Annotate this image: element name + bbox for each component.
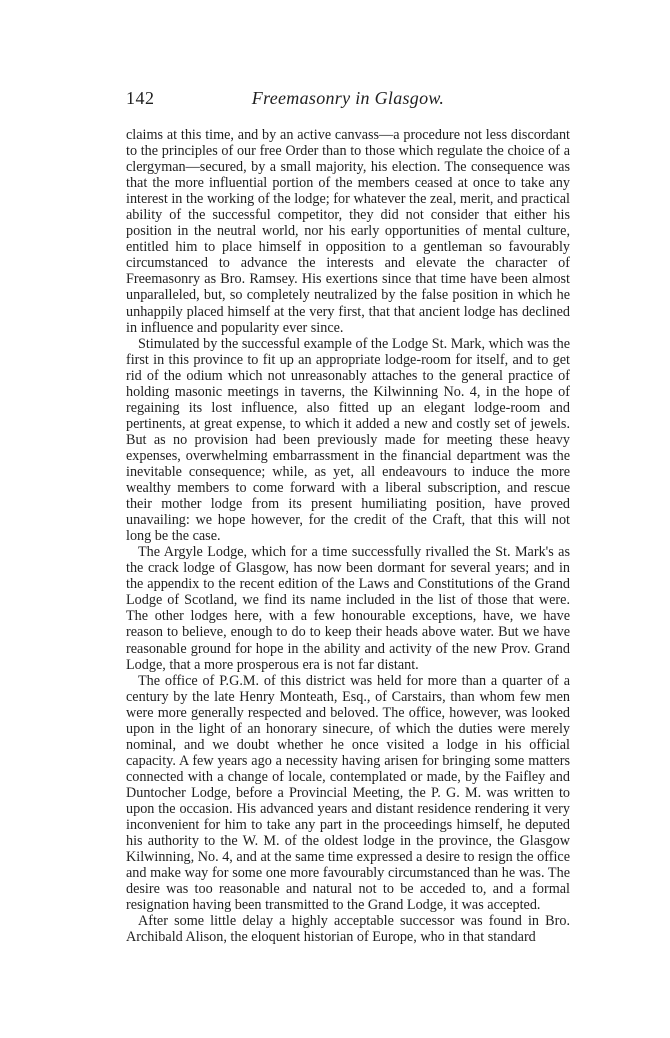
running-head: [126, 88, 570, 112]
paragraph-2: Stimulated by the successful example of the Lodge St. Mark, which was the first in this province to fit up an appropriate lodge-room for itself, and to get rid of the odium which not unreasonably attaches to the general practice of holding masonic meetings in taverns, the Kilwinning No. 4, in the hope of regaining its lost influence, also fitted up an elegant lodge-room and pertinents, at great expense, to which it added a new and costly set of jewels. But as no provision had been previously made for meeting these heavy expenses, overwhelming embarrassment in the financial department was the inevitable consequence; while, as yet, all endeavours to induce the more wealthy members to come forward with a liberal subscription, and rescue their mother lodge from its present humiliating position, have proved unavailing: we hope however, for the credit of the Craft, that this will not long be the case.: [126, 335, 570, 545]
paragraph-1: claims at this time, and by an active canvass—a procedure not less discordant to the principles of our free Order than to those which regulate the choice of a clergyman—secured, by a small majority, his election. The consequence was that the more influential portion of the members ceased at once to take any interest in the working of the lodge; for whatever the zeal, merit, and practical ability of the successful competitor, they did not consider that either his position in the neutral world, nor his early opportunities of mental culture, entitled him to place himself in opposition to a gentleman so favourably circumstanced to advance the interests and elevate the character of Freemasonry as Bro. Ramsey. His exertions since that time have been almost unparalleled, but, so completely neutralized by the false position in which he unhappily placed himself at the very first, that that ancient lodge has declined in influence and popularity ever since.: [126, 127, 570, 336]
paragraph-5: After some little delay a highly acceptable successor was found in Bro. Archibald Alison, the eloquent historian of Europe, who in that standard: [126, 913, 570, 946]
running-title: Freemasonry in Glasgow.: [251, 88, 445, 108]
page-number: 142: [126, 88, 155, 108]
body-text: [126, 127, 570, 945]
paragraph-4: The office of P.G.M. of this district was held for more than a quarter of a century by the late Henry Monteath, Esq., of Carstairs, than whom few men were more generally respected and beloved. The office, however, was looked upon in the light of an honorary sinecure, of which the duties were merely nominal, and we doubt whether he once visited a lodge in his official capacity. A few years ago a necessity having arisen for bringing some matters connected with a change of locale, contemplated or made, by the Faifley and Duntocher Lodge, before a Provincial Meeting, the P. G. M. was written to upon the occasion. His advanced years and distant residence rendering it very inconvenient for him to take any part in the proceedings himself, he deputed his authority to the W. M. of the oldest lodge in the province, the Glasgow Kilwinning, No. 4, and at the same time expressed a desire to resign the office and make way for some one more favourably circumstanced than he was. The desire was too reasonable and natural not to be acceded to, and a formal resignation having been transmitted to the Grand Lodge, it was accepted.: [126, 672, 570, 914]
paragraph-3: The Argyle Lodge, which for a time successfully rivalled the St. Mark's as the crack lodge of Glasgow, has now been dormant for several years; and in the appendix to the recent edition of the Laws and Constitutions of the Grand Lodge of Scotland, we find its name included in the list of those that were. The other lodges here, with a few honourable exceptions, have, we have reason to believe, enough to do to keep their heads above water. But we have reasonable ground for hope in the ability and activity of the new Prov. Grand Lodge, that a more prosperous era is not far distant.: [126, 544, 570, 673]
